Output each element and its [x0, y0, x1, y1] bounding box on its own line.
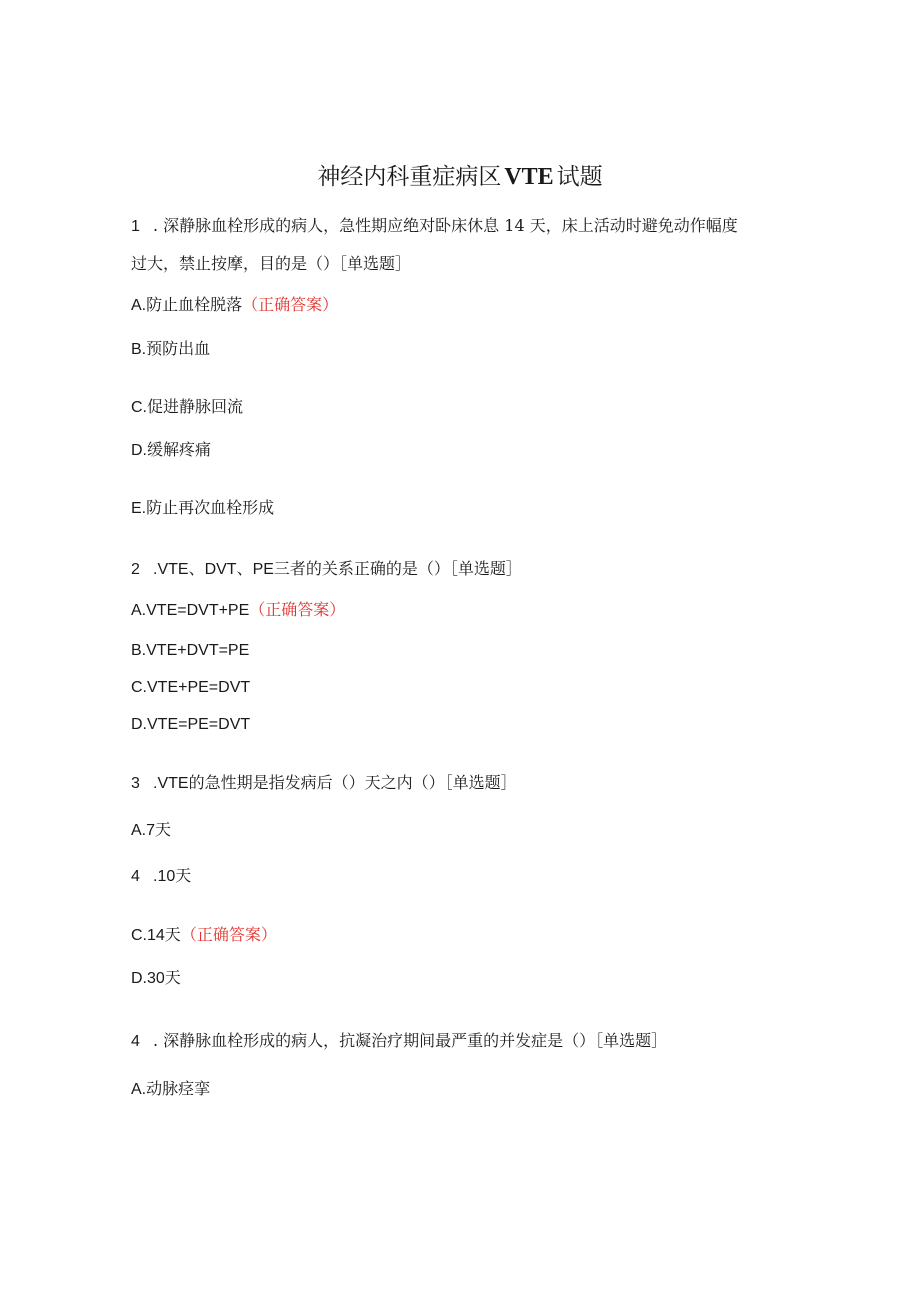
q3-number: 3: [131, 775, 140, 792]
q3-stem-latin: .VTE: [153, 775, 189, 792]
q1-option-e: [131, 496, 274, 521]
q1-option-c: [131, 395, 243, 420]
q3-option-c-letter: C.: [131, 927, 147, 944]
q3-option-b-unit: 天: [175, 866, 192, 885]
q1-option-e-letter: E.: [131, 500, 147, 517]
q1-option-a: [131, 293, 338, 318]
q3-option-b: [131, 864, 191, 889]
q1-stem-text1: . 深静脉血栓形成的病人，急性期应绝对卧床休息 14 天，床上活动时避免动作幅度: [153, 216, 738, 235]
q4-stem: [131, 1029, 667, 1054]
q2-option-c: [131, 676, 250, 700]
title-suffix: 试题: [556, 164, 603, 190]
q4-option-a-letter: A.: [131, 1081, 147, 1098]
q1-correct-mark: （正确答案）: [242, 295, 339, 314]
title-vte: VTE: [504, 164, 554, 190]
q3-option-c: [131, 923, 277, 948]
q3-option-d-num: 30: [147, 970, 165, 987]
q1-number: 1: [131, 218, 140, 235]
page-title: [0, 160, 920, 194]
q2-option-b-text: VTE+DVT=PE: [146, 642, 250, 659]
q1-option-e-text: 防止再次血栓形成: [146, 498, 275, 517]
q1-option-c-text: 促进静脉回流: [147, 397, 244, 416]
q1-option-d-letter: D.: [131, 442, 147, 459]
q4-stem-text: . 深静脉血栓形成的病人，抗凝治疗期间最严重的并发症是（）［单选题］: [153, 1031, 668, 1050]
q3-option-b-letter: 4: [131, 868, 140, 885]
q1-option-c-letter: C.: [131, 399, 147, 416]
q3-option-a-num: 7: [146, 822, 156, 839]
q2-number: 2: [131, 561, 140, 578]
q1-option-a-letter: A.: [131, 297, 147, 314]
q2-stem: [131, 557, 522, 582]
q2-option-b-letter: B.: [131, 642, 147, 659]
q3-stem-text: 的急性期是指发病后（）天之内（）［单选题］: [188, 773, 517, 792]
q2-option-d-letter: D.: [131, 716, 147, 733]
q3-option-d: [131, 966, 181, 991]
q4-option-a-text: 动脉痉挛: [146, 1079, 211, 1098]
q4-number: 4: [131, 1033, 140, 1050]
q3-option-c-unit: 天: [164, 925, 181, 944]
q3-option-d-unit: 天: [164, 968, 181, 987]
q1-option-d: [131, 438, 211, 463]
q2-option-c-letter: C.: [131, 679, 147, 696]
q1-option-b-text: 预防出血: [146, 339, 211, 358]
q1-option-b: [131, 337, 210, 362]
q2-option-d: [131, 713, 250, 737]
q1-stem-line2: [131, 252, 411, 276]
q2-correct-mark: （正确答案）: [249, 600, 346, 619]
q3-stem: [131, 771, 517, 796]
q1-option-b-letter: B.: [131, 341, 147, 358]
q1-option-a-text: 防止血栓脱落: [146, 295, 243, 314]
q3-option-a-unit: 天: [155, 820, 172, 839]
q2-option-a: [131, 598, 345, 623]
q3-correct-mark: （正确答案）: [180, 925, 277, 944]
q4-option-a: [131, 1077, 210, 1102]
q2-option-c-text: VTE+PE=DVT: [147, 679, 251, 696]
q2-option-a-text: VTE=DVT+PE: [146, 602, 250, 619]
q2-stem-latin: .VTE、DVT、PE: [153, 561, 274, 578]
q1-stem-text2: 过大，禁止按摩，目的是（）［单选题］: [131, 254, 412, 273]
q2-option-a-letter: A.: [131, 602, 147, 619]
q1-stem-line1: [131, 214, 738, 239]
q2-option-b: [131, 639, 249, 663]
q3-option-d-letter: D.: [131, 970, 147, 987]
q3-option-c-num: 14: [147, 927, 165, 944]
q1-option-d-text: 缓解疼痛: [147, 440, 212, 459]
q3-option-a-letter: A.: [131, 822, 147, 839]
title-prefix: 神经内科重症病区: [317, 164, 502, 190]
q2-stem-text: 三者的关系正确的是（）［单选题］: [273, 559, 522, 578]
q2-option-d-text: VTE=PE=DVT: [147, 716, 251, 733]
q3-option-a: [131, 818, 171, 843]
q3-option-b-num: .10: [153, 868, 176, 885]
